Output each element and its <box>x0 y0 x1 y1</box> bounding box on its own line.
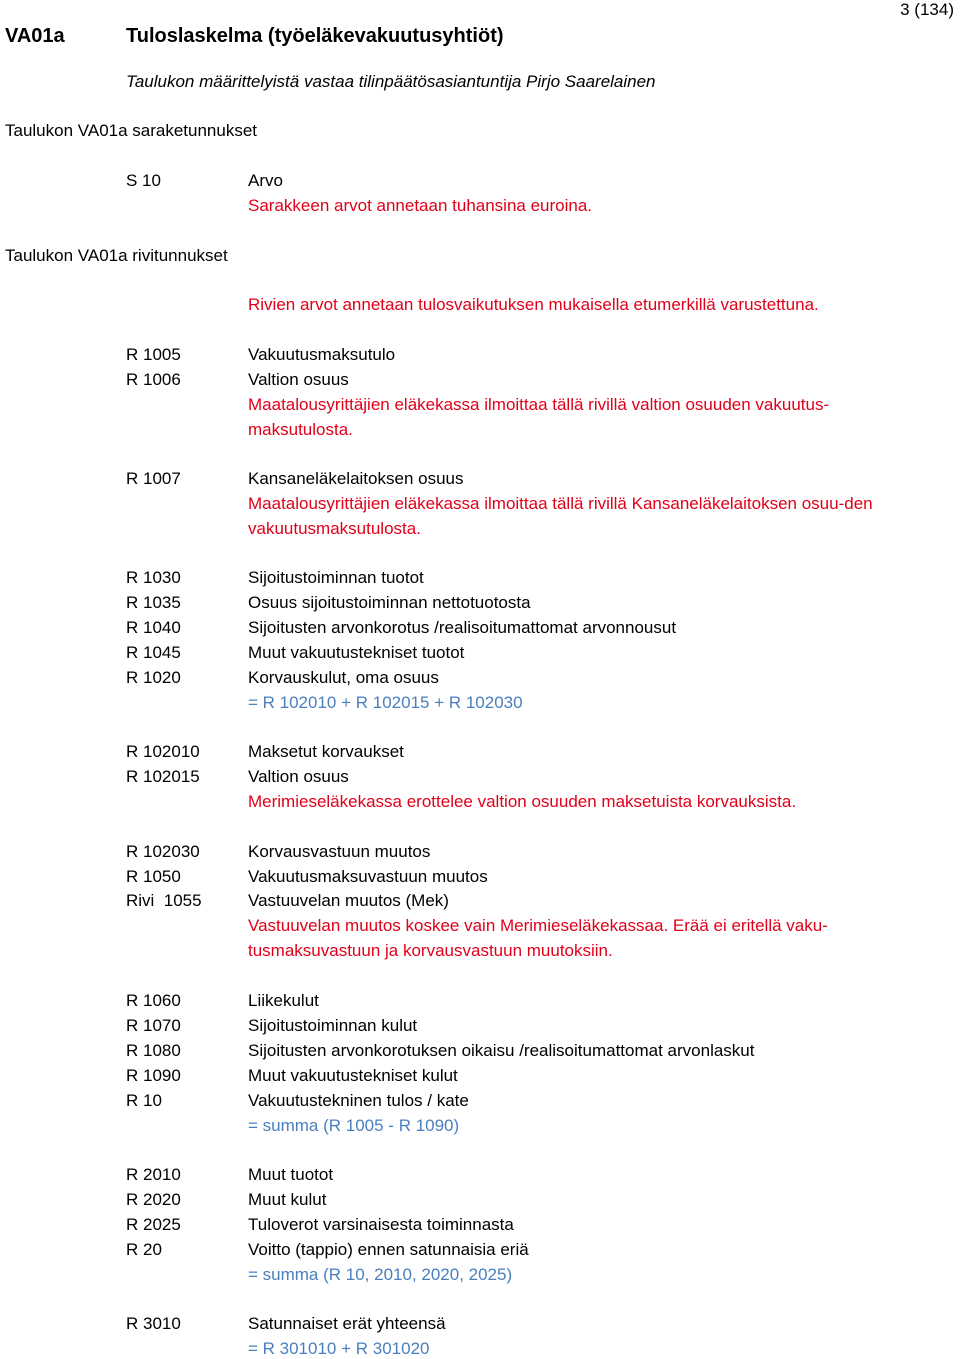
column-note: Sarakkeen arvot annetaan tuhansina euroina. <box>248 196 593 215</box>
row-formula: = summa (R 10, 2010, 2020, 2025) <box>248 1265 513 1284</box>
row-label: Vakuutusmaksuvastuun muutos <box>248 867 488 886</box>
row-code: R 10 <box>126 1091 162 1110</box>
row-note: Maatalousyrittäjien eläkekassa ilmoittaa tällä rivillä valtion osuuden vakuutus-maksutulosta. <box>248 395 830 439</box>
row-code: R 102010 <box>126 742 200 761</box>
row-label: Kansaneläkelaitoksen osuus <box>248 469 464 488</box>
row-intro-note: Rivien arvot annetaan tulosvaikutuksen mukaisella etumerkillä varustettuna. <box>248 295 819 314</box>
row-label: Muut vakuutustekniset kulut <box>248 1066 458 1085</box>
row-code: R 1030 <box>126 568 181 587</box>
row-label: Muut vakuutustekniset tuotot <box>248 643 465 662</box>
row-section-heading: Taulukon VA01a rivitunnukset <box>5 246 228 265</box>
row-label: Vakuutustekninen tulos / kate <box>248 1091 469 1110</box>
row-label: Vastuuvelan muutos (Mek) <box>248 891 449 910</box>
row-code: R 1045 <box>126 643 181 662</box>
row-label: Valtion osuus <box>248 370 349 389</box>
page-number: 3 (134) <box>900 0 954 19</box>
row-formula: = R 301010 + R 301020 <box>248 1339 430 1358</box>
row-code: R 3010 <box>126 1314 181 1333</box>
row-code: Rivi 1055 <box>126 891 202 910</box>
row-label: Maksetut korvaukset <box>248 742 404 761</box>
row-label: Valtion osuus <box>248 767 349 786</box>
row-label: Osuus sijoitustoiminnan nettotuotosta <box>248 593 531 612</box>
row-label: Korvauskulut, oma osuus <box>248 668 439 687</box>
row-code: R 2010 <box>126 1165 181 1184</box>
row-code: R 1050 <box>126 867 181 886</box>
row-label: Muut kulut <box>248 1190 327 1209</box>
row-label: Sijoitustoiminnan kulut <box>248 1016 418 1035</box>
row-code: R 1005 <box>126 345 181 364</box>
row-code: R 1070 <box>126 1016 181 1035</box>
row-note: Merimieseläkekassa erottelee valtion osuuden maksetuista korvauksista. <box>248 792 797 811</box>
row-code: R 1035 <box>126 593 181 612</box>
row-code: R 1007 <box>126 469 181 488</box>
row-formula: = R 102010 + R 102015 + R 102030 <box>248 693 523 712</box>
row-label: Voitto (tappio) ennen satunnaisia eriä <box>248 1240 529 1259</box>
row-code: R 2020 <box>126 1190 181 1209</box>
column-name: Arvo <box>248 171 283 190</box>
row-label: Liikekulut <box>248 991 319 1010</box>
row-label: Sijoitusten arvonkorotus /realisoitumattomat arvonnousut <box>248 618 677 637</box>
column-code: S 10 <box>126 171 161 190</box>
row-label: Sijoitustoiminnan tuotot <box>248 568 424 587</box>
row-label: Vakuutusmaksutulo <box>248 345 396 364</box>
row-label: Korvausvastuun muutos <box>248 842 431 861</box>
responsible-note: Taulukon määrittelyistä vastaa tilinpäätösasiantuntija Pirjo Saarelainen <box>126 72 656 91</box>
row-code: R 20 <box>126 1240 162 1259</box>
row-code: R 1040 <box>126 618 181 637</box>
row-code: R 1080 <box>126 1041 181 1060</box>
page-title: Tuloslaskelma (työeläkevakuutusyhtiöt) <box>126 25 504 47</box>
row-code: R 1060 <box>126 991 181 1010</box>
row-note: Vastuuvelan muutos koskee vain Merimieseläkekassaa. Erää ei eritellä vaku-tusmaksuvastuun ja korvausvastuun muutoksiin. <box>248 916 828 960</box>
row-code: R 102015 <box>126 767 200 786</box>
column-section-heading: Taulukon VA01a saraketunnukset <box>5 121 258 140</box>
document-code: VA01a <box>5 25 65 47</box>
row-note: Maatalousyrittäjien eläkekassa ilmoittaa tällä rivillä Kansaneläkelaitoksen osuu-den vakuutusmaksutulosta. <box>248 494 873 538</box>
row-label: Tuloverot varsinaisesta toiminnasta <box>248 1215 514 1234</box>
row-code: R 2025 <box>126 1215 181 1234</box>
row-code: R 1090 <box>126 1066 181 1085</box>
row-code: R 1006 <box>126 370 181 389</box>
row-code: R 1020 <box>126 668 181 687</box>
row-label: Sijoitusten arvonkorotuksen oikaisu /realisoitumattomat arvonlaskut <box>248 1041 755 1060</box>
row-formula: = summa (R 1005 - R 1090) <box>248 1116 460 1135</box>
row-code: R 102030 <box>126 842 200 861</box>
row-label: Satunnaiset erät yhteensä <box>248 1314 446 1333</box>
row-label: Muut tuotot <box>248 1165 334 1184</box>
